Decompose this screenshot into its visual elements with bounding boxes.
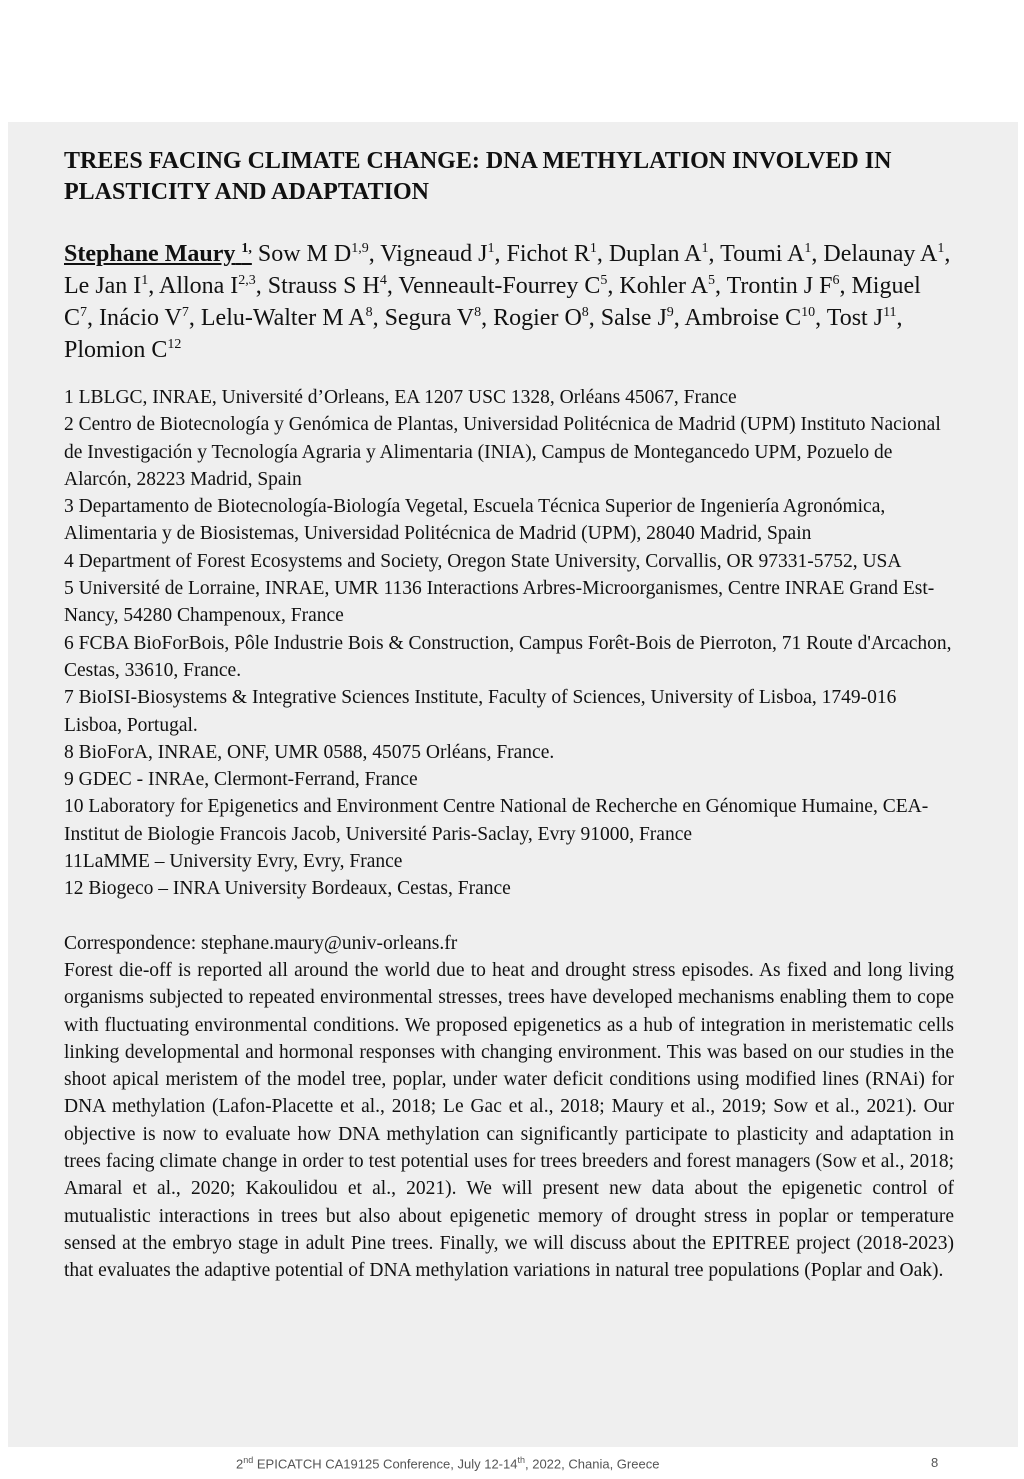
author-affiliation-number: 11	[883, 305, 897, 320]
author-affiliation-number: 12	[167, 337, 182, 352]
author-name: Delaunay A	[823, 241, 938, 267]
author-affiliation-number: 2,3	[238, 273, 256, 288]
author-affiliation-number: 5	[600, 273, 608, 288]
author-affiliation-number: 9	[666, 305, 674, 320]
lead-author: Stephane Maury $^{1,}$	[64, 241, 252, 267]
author-name: Rogier O	[493, 305, 582, 331]
author-name: Le Jan I	[64, 273, 142, 299]
author-affiliation-number: 7	[181, 305, 189, 320]
affiliation-item: 5 Université de Lorraine, INRAE, UMR 1136 Interactions Arbres-Microorganismes, Centre INRAE Grand Est-Nancy, 54280 Champenoux, France	[64, 578, 935, 627]
affiliation-item: 3 Departamento de Biotecnología-Biología Vegetal, Escuela Técnica Superior de Ingeniería Agronómica, Alimentaria y de Biosistemas, Universidad Politécnica de Madrid (UPM), 28040 Madrid, Spain	[64, 496, 886, 545]
author-name: Kohler A	[619, 273, 709, 299]
affiliation-item: 7 BioISI-Biosystems & Integrative Sciences Institute, Faculty of Sciences, University of Lisboa, 1749-016 Lisboa, Portugal.	[64, 687, 897, 736]
author-affiliation-number: 8	[365, 305, 373, 320]
affiliation-item: 4 Department of Forest Ecosystems and Society, Oregon State University, Corvallis, OR 97331-5752, USA	[64, 550, 902, 572]
author-affiliation-number: 1,9	[351, 241, 369, 256]
affiliation-item: 12 Biogeco – INRA University Bordeaux, Cestas, France	[64, 878, 511, 900]
author-name: Fichot R	[506, 241, 590, 267]
affiliation-item: 6 FCBA BioForBois, Pôle Industrie Bois & Construction, Campus Forêt-Bois de Pierroton, 71 Route d'Arcachon, Cestas, 33610, France.	[64, 632, 952, 681]
author-affiliation-number: 10	[801, 305, 816, 320]
abstract-content	[64, 146, 954, 1285]
author-name: Allona I	[158, 273, 239, 299]
author-name: Tost J	[826, 305, 884, 331]
author-name: Inácio V	[99, 305, 182, 331]
author-name: Vigneaud J	[380, 241, 488, 267]
author-affiliation-number: 1	[701, 241, 709, 256]
affiliation-item: 10 Laboratory for Epigenetics and Environment Centre National de Recherche en Génomique Humaine, CEA- Institut de Biologie Francois Jacob, Université Paris-Saclay, Evry 91000, France	[64, 796, 929, 845]
author-affiliation-number: 6	[832, 273, 840, 288]
paper-title: TREES FACING CLIMATE CHANGE: DNA METHYLATION INVOLVED IN PLASTICITY AND ADAPTATION	[64, 148, 892, 205]
author-name: Ambroise C	[684, 305, 802, 331]
author-affiliation-number: 1	[141, 273, 149, 288]
author-name: Venneault-Fourrey C	[398, 273, 601, 299]
author-name: Toumi A	[720, 241, 805, 267]
author-name: Strauss S H	[267, 273, 380, 299]
author-affiliation-number: 1	[804, 241, 812, 256]
author-affiliation-number: 1	[589, 241, 597, 256]
affiliation-item: 1 LBLGC, INRAE, Université d’Orleans, EA 1207 USC 1328, Orléans 45067, France	[64, 387, 737, 408]
author-affiliation-number: 8	[581, 305, 589, 320]
affiliation-item: 9 GDEC - INRAe, Clermont-Ferrand, France	[64, 769, 418, 791]
correspondence: Correspondence: stephane.maury@univ-orleans.fr	[64, 932, 458, 954]
author-affiliation-number: 5	[708, 273, 716, 288]
footer-conference: 2nd EPICATCH CA19125 Conference, July 12-14th, 2022, Chania, Greece	[236, 1455, 660, 1472]
page-footer	[0, 1454, 1024, 1474]
author-affiliation-number: 1	[487, 241, 495, 256]
author-affiliation-number: 4	[379, 273, 387, 288]
author-name: Plomion C	[64, 337, 168, 363]
author-affiliation-number: 1	[937, 241, 945, 256]
author-name: Segura V	[384, 305, 475, 331]
page-number: 8	[931, 1455, 939, 1470]
author-affiliation-number: 7	[80, 305, 88, 320]
author-affiliation-number: 8	[474, 305, 482, 320]
author-name: Duplan A	[608, 241, 702, 267]
affiliation-item: 8 BioForA, INRAE, ONF, UMR 0588, 45075 Orléans, France.	[64, 741, 555, 763]
author-list	[64, 238, 954, 366]
author-name: Miguel C	[64, 273, 921, 331]
author-name: Salse J	[600, 305, 667, 331]
affiliation-item: 11LaMME – University Evry, Evry, France	[64, 851, 403, 873]
affiliation-item: 2 Centro de Biotecnología y Genómica de Plantas, Universidad Politécnica de Madrid (UPM) Instituto Nacional de Investigación y Tecnología Agraria y Alimentaria (INIA), Campus de Montegancedo UPM, Pozuelo de Alarcón, 28223 Madrid, Spain	[64, 414, 941, 490]
author-name: Sow M D	[257, 241, 352, 267]
affiliation-list	[64, 384, 954, 903]
author-name: Trontin J F	[726, 273, 833, 299]
abstract-text: Forest die-off is reported all around the world due to heat and drought stress episodes. As fixed and long living organisms subjected to repeated environmental stresses, trees have developed mechanisms enabling them to cope with fluctuating environmental conditions. We proposed epigenetics as a hub of integration in meristematic cells linking developmental and hormonal responses with changing environment. This was based on our studies in the shoot apical meristem of the model tree, poplar, under water deficit conditions using modified lines (RNAi) for DNA methylation (Lafon-Placette et al., 2018; Le Gac et al., 2018; Maury et al., 2019; Sow et al., 2021). Our objective is now to evaluate how DNA methylation can significantly participate to plasticity and adaptation in trees facing climate change in order to test potential uses for trees breeders and forest managers (Sow et al., 2018; Amaral et al., 2020; Kakoulidou et al., 2021). We will present new data about the epigenetic control of mutualistic interactions in trees but also about epigenetic memory of drought stress in poplar or temperature sensed at the embryo stage in adult Pine trees. Finally, we will discuss about the EPITREE project (2018-2023) that evaluates the adaptive potential of DNA methylation variations in natural tree populations (Poplar and Oak).	[64, 959, 954, 1282]
coauthor-list: Sow M D$^{1,9}$, Vigneaud $J^1$, Fichot $R^1$, Duplan $A^1$, Toumi $A^1$, Delaunay $A^1$, Le Jan $I^1$, Allona I$^{2,3}$, Strauss S $H^4$, Venneault-Fourrey $C^5$, Kohler $A^5$, Trontin J $F^6$, Miguel $C^7$, Inácio $V^7$, Lelu-Walter M $A^8$, Segura $V^8$, Rogier $O^8$, Salse $J^9$, Ambroise $C^{10}$, Tost $J^{11}$, Plomion $C^{12}$	[64, 241, 951, 363]
author-name: Lelu-Walter M A	[200, 305, 366, 331]
